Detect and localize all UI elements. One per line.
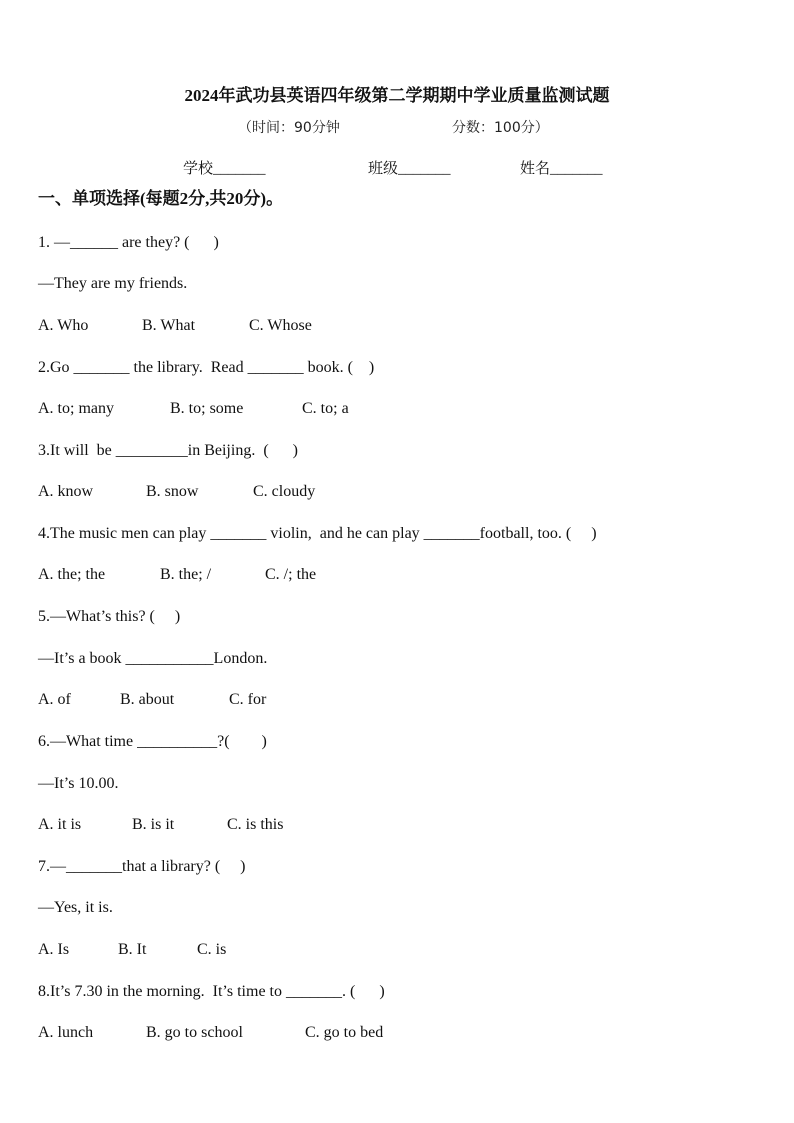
exam-score: 分数：100分） <box>452 120 549 136</box>
section-title: 一、单项选择(每题2分,共20分)。 <box>38 189 284 208</box>
question-4-option-b: B. the; / <box>160 566 212 583</box>
question-6-option-c: C. is this <box>227 816 284 833</box>
question-5-option-c: C. for <box>229 691 267 708</box>
question-3-option-b: B. snow <box>146 483 199 500</box>
exam-time: （时间：90分钟 <box>238 120 340 136</box>
class-field: 班级_______ <box>368 161 451 177</box>
page-title: 2024年武功县英语四年级第二学期期中学业质量监测试题 <box>184 86 610 105</box>
question-8-stem: 8.It’s 7.30 in the morning. It’s time to _______. ( ) <box>38 983 385 1000</box>
school-field: 学校_______ <box>183 161 266 177</box>
question-1-option-a: A. Who <box>38 317 89 334</box>
question-4-option-a: A. the; the <box>38 566 106 583</box>
question-3-option-c: C. cloudy <box>253 483 316 500</box>
question-6-stem: 6.—What time __________?( ) <box>38 733 267 750</box>
question-1-option-c: C. Whose <box>249 317 312 334</box>
name-field: 姓名_______ <box>520 161 603 177</box>
question-6-option-b: B. is it <box>132 816 175 833</box>
question-1-line: —They are my friends. <box>38 275 188 292</box>
question-7-option-b: B. It <box>118 941 147 958</box>
question-4-stem: 4.The music men can play _______ violin, and he can play _______football, too. ( ) <box>38 525 597 542</box>
question-2-stem: 2.Go _______ the library. Read _______ book. ( ) <box>38 359 375 376</box>
question-6-line: —It’s 10.00. <box>38 775 119 792</box>
question-1-option-b: B. What <box>142 317 196 334</box>
question-5-line: —It’s a book ___________London. <box>38 650 268 667</box>
question-2-option-c: C. to; a <box>302 400 349 417</box>
question-6-option-a: A. it is <box>38 816 82 833</box>
question-7-option-c: C. is <box>197 941 227 958</box>
question-2-option-a: A. to; many <box>38 400 114 417</box>
question-7-option-a: A. Is <box>38 941 70 958</box>
question-3-stem: 3.It will be _________in Beijing. ( ) <box>38 442 298 459</box>
question-2-option-b: B. to; some <box>170 400 244 417</box>
question-5-option-a: A. of <box>38 691 71 708</box>
question-8-option-c: C. go to bed <box>305 1024 384 1041</box>
question-8-option-a: A. lunch <box>38 1024 94 1041</box>
question-5-option-b: B. about <box>120 691 175 708</box>
question-5-stem: 5.—What’s this? ( ) <box>38 608 181 625</box>
question-8-option-b: B. go to school <box>146 1024 243 1041</box>
question-1-stem: 1. —______ are they? ( ) <box>38 234 219 251</box>
question-3-option-a: A. know <box>38 483 94 500</box>
question-4-option-c: C. /; the <box>265 566 317 583</box>
question-7-stem: 7.—_______that a library? ( ) <box>38 858 246 875</box>
question-7-line: —Yes, it is. <box>38 899 113 916</box>
